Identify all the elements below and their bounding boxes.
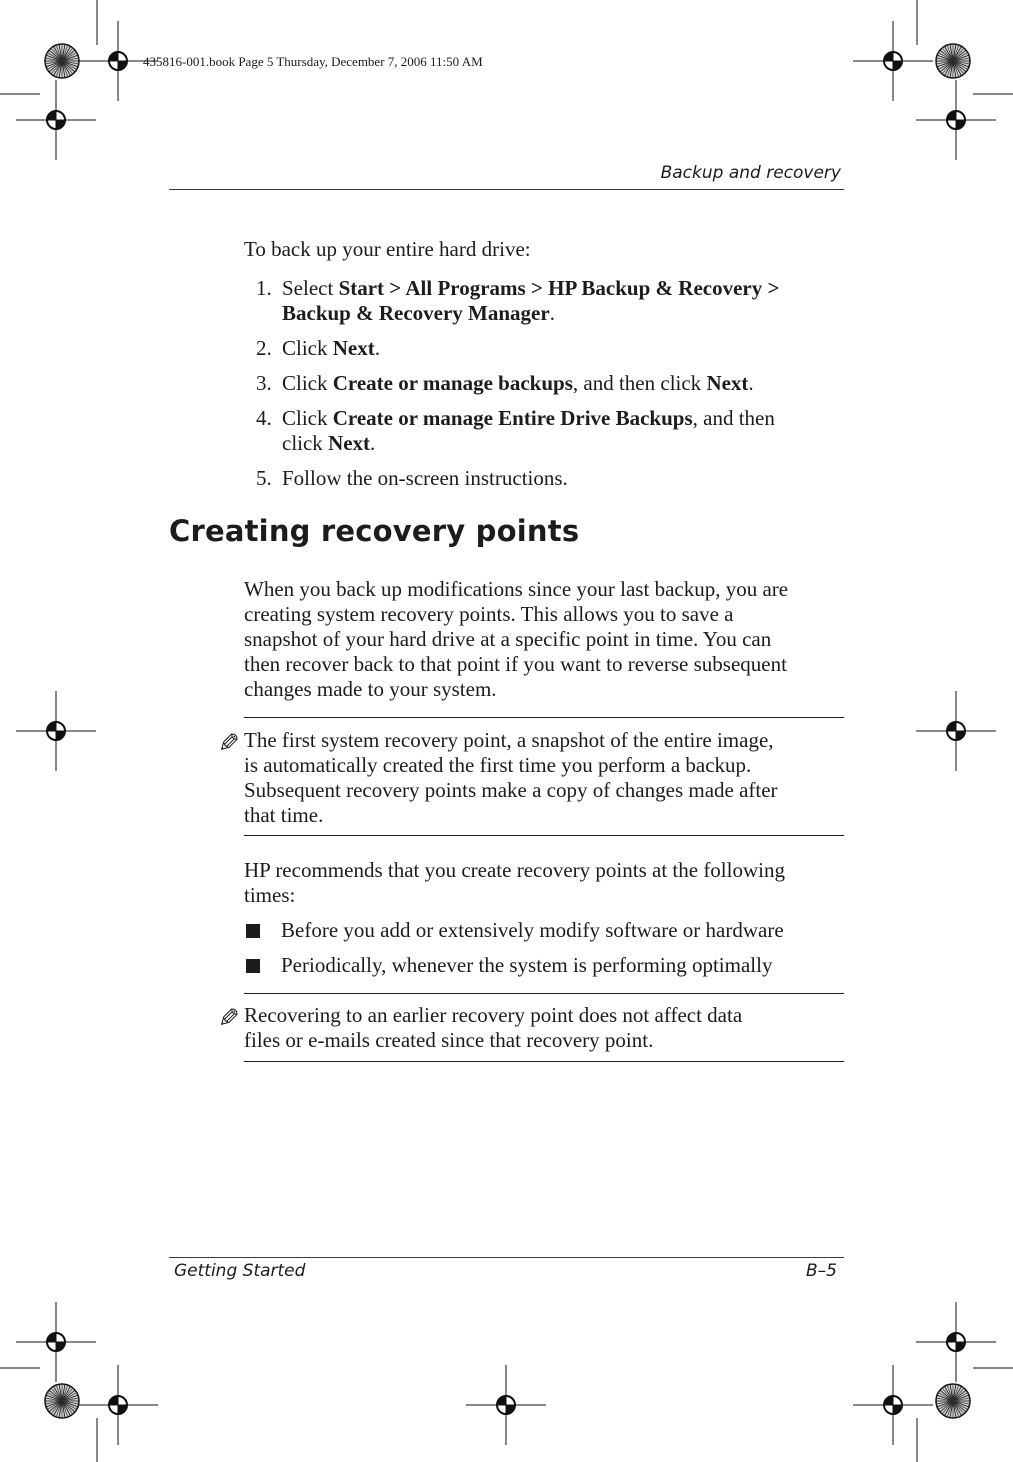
step-punct: . [374, 336, 380, 360]
note-line: Recovering to an earlier recovery point does not affect data [244, 1003, 743, 1027]
step-punct: . [549, 301, 555, 325]
step-number: 3. [256, 371, 272, 395]
step-menu-path-cont: Backup & Recovery Manager [282, 301, 550, 325]
bullet-item: Periodically, whenever the system is performing optimally [281, 953, 773, 977]
registration-crosshair-icon [916, 691, 996, 771]
step-punct: . [370, 431, 376, 455]
footer-title: Getting Started [174, 1261, 306, 1281]
step-text: Click [282, 406, 333, 430]
footer-rule [169, 1257, 844, 1258]
step-command: Next [328, 431, 371, 455]
page-number: B–5 [806, 1261, 837, 1281]
registration-crosshair-icon [78, 1365, 158, 1445]
note-line: files or e-mails created since that recovery point. [244, 1028, 654, 1052]
pencil-icon: ✎ [218, 729, 240, 758]
registration-crosshair-icon [853, 21, 933, 101]
paragraph-line: changes made to your system. [244, 677, 497, 701]
step-4 [256, 406, 836, 456]
step-text: , and then click [572, 371, 707, 395]
note-text [244, 1003, 844, 1053]
square-bullet-icon [246, 920, 266, 940]
square-bullet-icon [246, 955, 266, 975]
step-2 [256, 336, 836, 361]
note-line: Subsequent recovery points make a copy of changes made after [244, 778, 778, 802]
registration-crosshair-icon [16, 80, 96, 160]
running-header: Backup and recovery [660, 163, 841, 183]
step-command: Create or manage Entire Drive Backups [332, 406, 693, 430]
step-text: Select [282, 276, 339, 300]
step-punct: . [748, 371, 754, 395]
step-command: Next [332, 336, 375, 360]
step-text: , and then [692, 406, 775, 430]
note-line: The first system recovery point, a snapshot of the entire image, [244, 728, 774, 752]
intro-text: To back up your entire hard drive: [244, 237, 531, 261]
paragraph-line: When you back up modifications since your last backup, you are [244, 577, 789, 601]
starburst-target-icon [936, 44, 970, 78]
note-bottom-rule [244, 835, 844, 836]
recommend-line: HP recommends that you create recovery points at the following [244, 858, 785, 882]
step-text: click [282, 431, 329, 455]
note-text [244, 728, 844, 828]
pencil-icon: ✎ [218, 1004, 240, 1033]
note-line: that time. [244, 803, 324, 827]
section-heading: Creating recovery points [169, 514, 580, 548]
starburst-target-icon [936, 1384, 970, 1418]
paragraph-line: creating system recovery points. This allows you to save a [244, 602, 734, 626]
paragraph-line: then recover back to that point if you want to reverse subsequent [244, 652, 787, 676]
registration-crosshair-icon [853, 1365, 933, 1445]
step-text: Click [282, 336, 333, 360]
note-bottom-rule [244, 1061, 844, 1062]
starburst-target-icon [45, 1384, 79, 1418]
header-rule [169, 189, 844, 190]
step-number: 1. [256, 276, 272, 300]
step-3 [256, 371, 836, 396]
registration-crosshair-icon [16, 691, 96, 771]
step-number: 2. [256, 336, 272, 360]
step-5 [256, 466, 836, 491]
step-number: 5. [256, 466, 272, 490]
step-command: Create or manage backups [332, 371, 573, 395]
starburst-target-icon [45, 44, 79, 78]
bullet-item: Before you add or extensively modify software or hardware [281, 918, 784, 942]
recommend-text [244, 858, 844, 908]
step-text: Follow the on-screen instructions. [282, 466, 568, 490]
step-command: Next [706, 371, 749, 395]
paragraph-line: snapshot of your hard drive at a specific point in time. You can [244, 627, 772, 651]
step-1 [256, 276, 836, 326]
step-menu-path: Start > All Programs > HP Backup & Recovery > [338, 276, 780, 300]
step-number: 4. [256, 406, 272, 430]
registration-crosshair-icon [916, 80, 996, 160]
recommend-line: times: [244, 883, 296, 907]
note-top-rule [244, 993, 844, 994]
paragraph [244, 577, 844, 702]
note-top-rule [244, 717, 844, 718]
registration-crosshair-icon [16, 1302, 96, 1382]
print-stamp: 435816-001.book Page 5 Thursday, December 7, 2006 11:50 AM [143, 54, 483, 69]
note-line: is automatically created the first time you perform a backup. [244, 753, 752, 777]
step-text: Click [282, 371, 333, 395]
registration-crosshair-icon [466, 1365, 546, 1445]
registration-crosshair-icon [916, 1302, 996, 1382]
